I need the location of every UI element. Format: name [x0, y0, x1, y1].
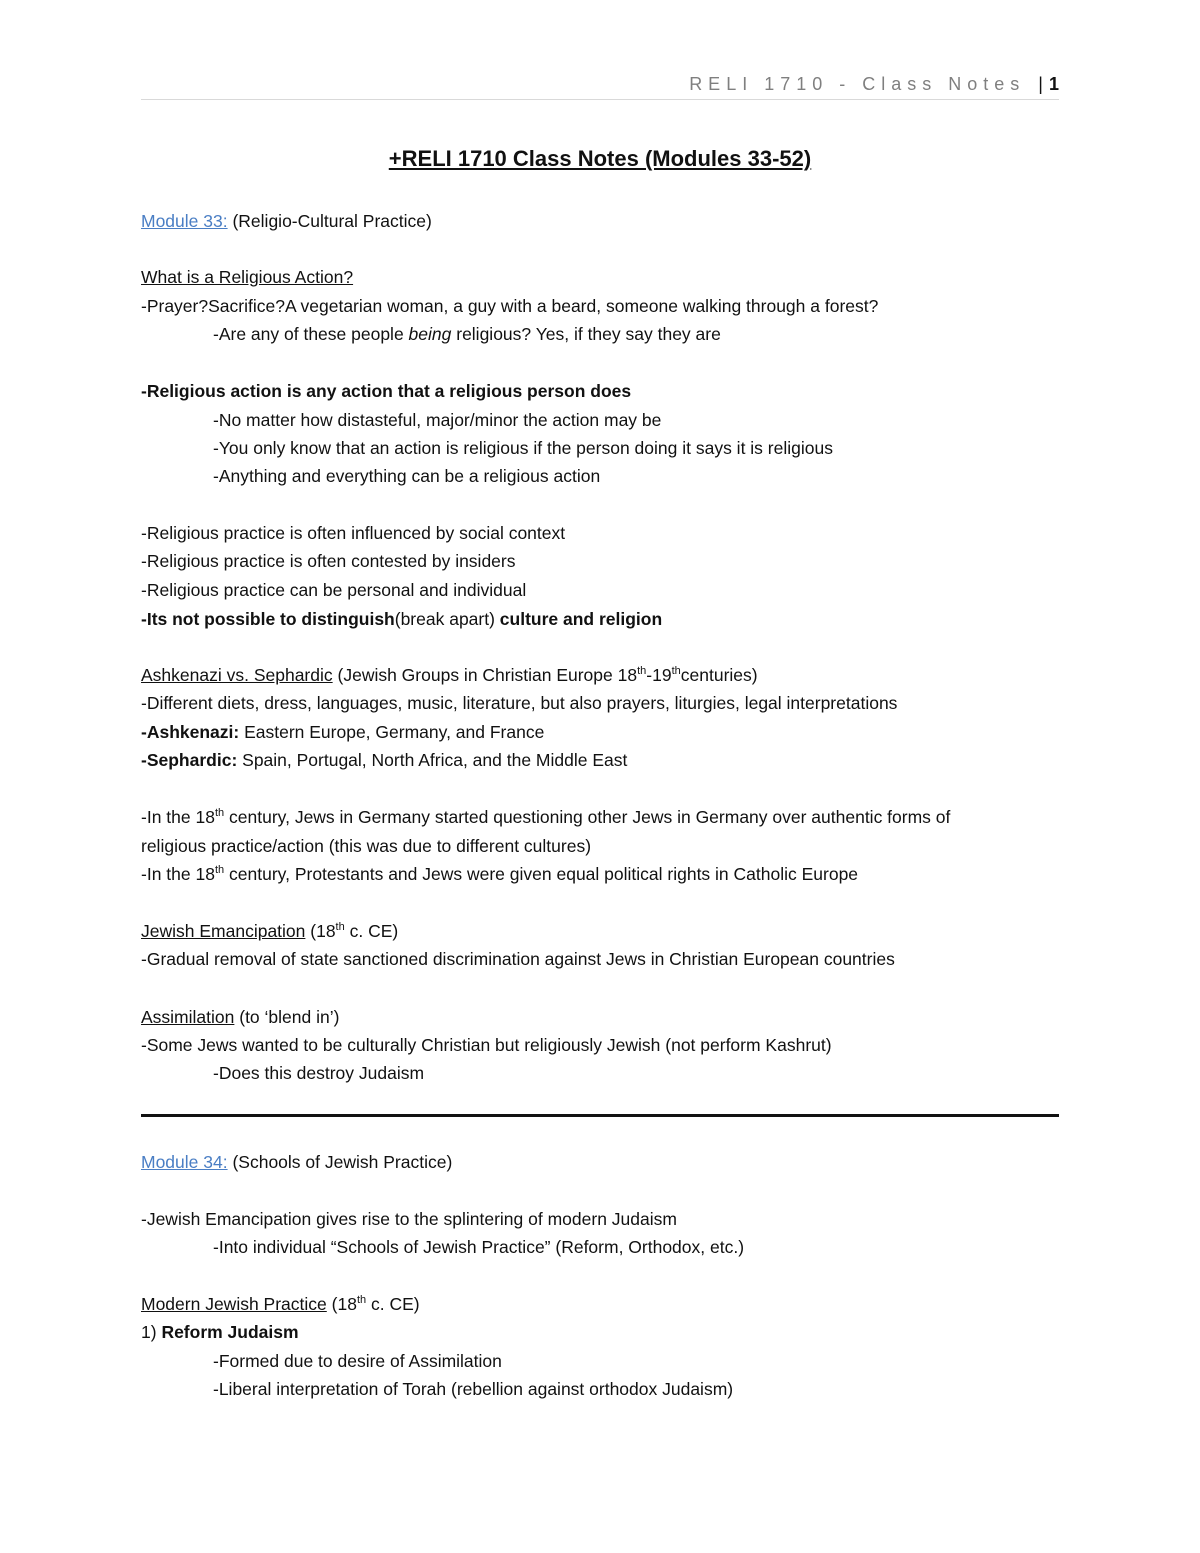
module-34-topic: (Schools of Jewish Practice)	[232, 1152, 453, 1172]
module-33-heading	[141, 210, 432, 232]
note-line: -Does this destroy Judaism	[213, 1063, 425, 1083]
section-heading: Assimilation	[141, 1007, 235, 1027]
note-line: -Into individual “Schools of Jewish Practice” (Reform, Orthodox, etc.)	[213, 1237, 745, 1257]
text-run: Reform Judaism	[161, 1322, 299, 1342]
note-line	[141, 863, 858, 885]
module-34-link[interactable]: Module 34:	[141, 1152, 228, 1172]
module-34-heading	[141, 1151, 452, 1173]
module-33-topic: (Religio-Cultural Practice)	[232, 211, 432, 231]
running-header	[141, 74, 1059, 98]
superscript: th	[335, 921, 345, 934]
superscript: th	[214, 864, 225, 877]
text-run: centuries)	[680, 665, 758, 685]
section-heading-line	[141, 920, 398, 942]
text-run: (to ‘blend in’)	[234, 1007, 340, 1027]
note-line: -Religious action is any action that a religious person does	[141, 381, 632, 401]
note-line: religious practice/action (this was due to different cultures)	[141, 836, 592, 856]
text-run: Eastern Europe, Germany, and France	[239, 722, 545, 742]
text-run: -19	[646, 665, 672, 685]
note-line	[141, 749, 627, 771]
text-run: -Are any of these people	[213, 324, 409, 344]
text-run: c. CE)	[344, 921, 399, 941]
superscript: th	[356, 1294, 367, 1307]
text-run: century, Protestants and Jews were given equal political rights in Catholic Europe	[224, 864, 859, 884]
text-run: -Ashkenazi:	[141, 722, 240, 742]
note-line: -Religious practice can be personal and individual	[141, 580, 527, 600]
superscript: th	[671, 665, 681, 678]
text-run: being	[408, 324, 452, 344]
text-run: -In the 18	[141, 807, 215, 827]
text-run: (Jewish Groups in Christian Europe 18	[332, 665, 638, 685]
text-run: (break apart)	[394, 609, 495, 629]
text-run: -In the 18	[141, 864, 215, 884]
note-line	[141, 1321, 299, 1343]
section-heading-line	[141, 1293, 420, 1315]
note-line: -Anything and everything can be a religious action	[213, 466, 601, 486]
note-line: -Prayer?Sacrifice?A vegetarian woman, a guy with a beard, someone walking through a forest?	[141, 296, 879, 316]
superscript: th	[637, 665, 647, 678]
note-line	[213, 323, 721, 345]
section-heading-line	[141, 664, 758, 686]
text-run: culture and religion	[494, 609, 663, 629]
note-line	[141, 721, 544, 743]
text-run: (18	[326, 1294, 357, 1314]
section-heading: Ashkenazi vs. Sephardic	[141, 665, 333, 685]
note-line	[141, 608, 662, 630]
page-number: 1	[1048, 74, 1059, 94]
note-line: -No matter how distasteful, major/minor the action may be	[213, 410, 662, 430]
note-line: -Formed due to desire of Assimilation	[213, 1351, 502, 1371]
section-heading: Modern Jewish Practice	[141, 1294, 327, 1314]
running-title: RELI 1710 - Class Notes	[689, 74, 1026, 94]
module-divider	[141, 1114, 1059, 1117]
text-run: c. CE)	[366, 1294, 420, 1314]
note-line: -Different diets, dress, languages, music, literature, but also prayers, liturgies, legal interpretations	[141, 693, 898, 713]
section-heading: Jewish Emancipation	[141, 921, 306, 941]
note-line: -Religious practice is often contested by insiders	[141, 551, 516, 571]
section-heading-line	[141, 1006, 339, 1028]
module-33-link[interactable]: Module 33:	[141, 211, 228, 231]
note-line: -You only know that an action is religious if the person doing it says it is religious	[213, 438, 833, 458]
note-line: -Gradual removal of state sanctioned discrimination against Jews in Christian European countries	[141, 949, 895, 969]
text-run: -Its not possible to distinguish	[141, 609, 395, 629]
section-heading: What is a Religious Action?	[141, 267, 354, 287]
note-line: -Liberal interpretation of Torah (rebellion against orthodox Judaism)	[213, 1379, 734, 1399]
superscript: th	[214, 807, 225, 820]
document-title: +RELI 1710 Class Notes (Modules 33-52)	[388, 146, 812, 171]
note-line: -Religious practice is often influenced by social context	[141, 523, 566, 543]
text-run: 1)	[141, 1322, 162, 1342]
note-line: -Jewish Emancipation gives rise to the splintering of modern Judaism	[141, 1209, 677, 1229]
text-run: Spain, Portugal, North Africa, and the Middle East	[237, 750, 628, 770]
note-line: -Some Jews wanted to be culturally Christian but religiously Jewish (not perform Kashrut)	[141, 1035, 832, 1055]
text-run: -Sephardic:	[141, 750, 238, 770]
text-run: (18	[305, 921, 336, 941]
text-run: century, Jews in Germany started questioning other Jews in Germany over authentic forms of	[224, 807, 951, 827]
header-rule	[141, 99, 1059, 100]
header-separator: |	[1038, 74, 1043, 94]
note-line	[141, 806, 950, 828]
text-run: religious? Yes, if they say they are	[451, 324, 721, 344]
